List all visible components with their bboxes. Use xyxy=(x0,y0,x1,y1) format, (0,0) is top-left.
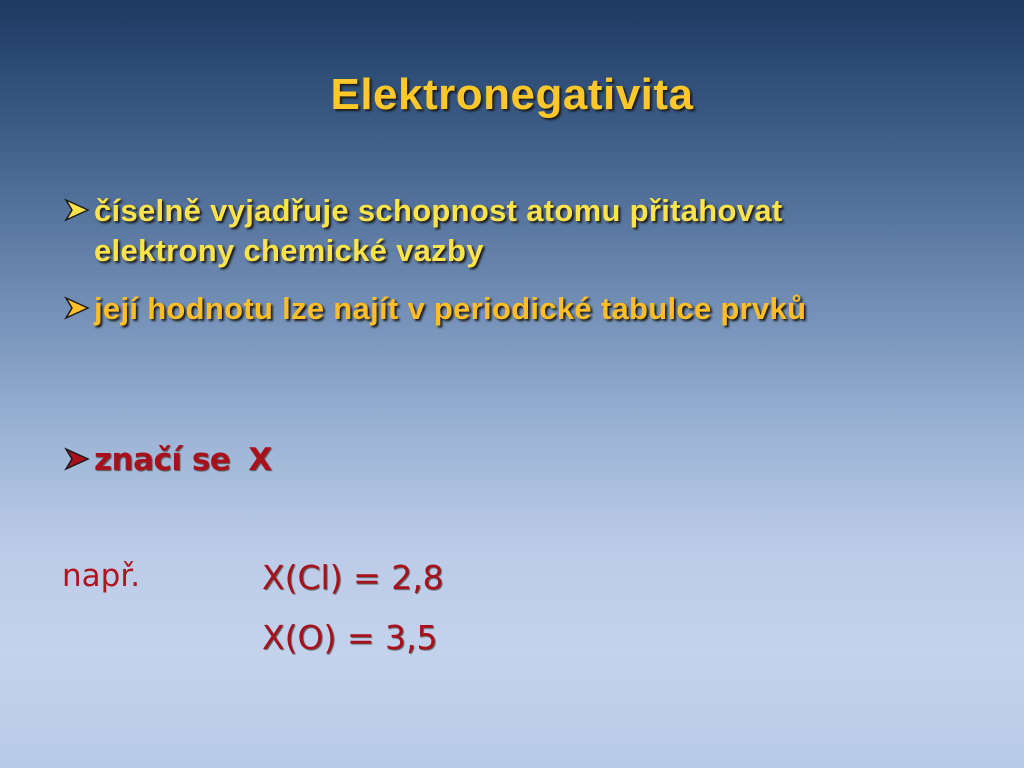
arrow-bullet-icon xyxy=(64,440,94,480)
bullet-item-value xyxy=(64,289,904,329)
arrow-bullet-icon xyxy=(64,191,94,231)
bullet-item-notation xyxy=(64,440,464,480)
formula-chlorine: X(Cl) = 2,8 xyxy=(262,558,444,597)
formula-oxygen: X(O) = 3,5 xyxy=(262,618,438,657)
arrow-bullet-icon xyxy=(64,289,94,329)
notation-label: značí se xyxy=(94,442,231,478)
notation-symbol: X xyxy=(248,442,272,478)
bullet-text-definition: číselně vyjadřuje schopnost atomu přitahovat elektrony chemické vazby xyxy=(94,193,783,268)
example-label: např. xyxy=(62,558,141,594)
bullet-item-definition xyxy=(64,191,824,271)
notation-text xyxy=(94,440,272,480)
slide-title: Elektronegativita xyxy=(330,70,694,119)
bullet-text-value: její hodnotu lze najít v periodické tabulce prvků xyxy=(94,291,807,326)
